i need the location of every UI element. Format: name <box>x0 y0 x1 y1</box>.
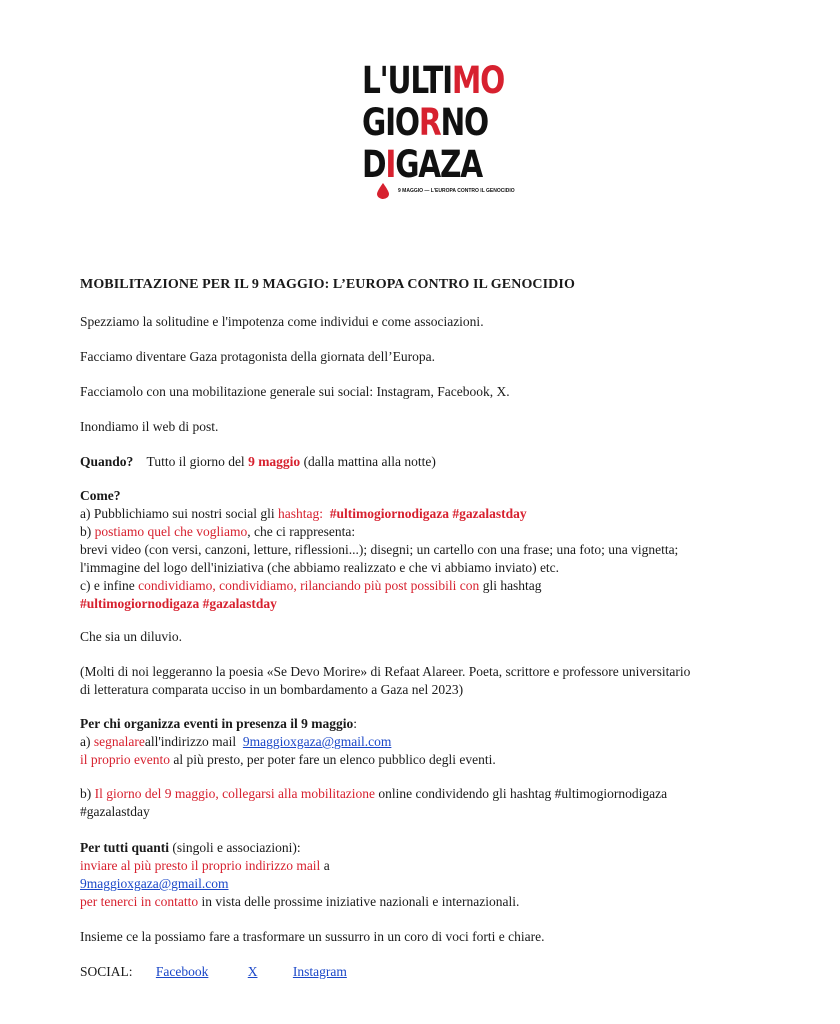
come-item-a: a) Pubblichiamo sui nostri social gli hashtag: #ultimogiornodigaza #gazalastday <box>80 506 527 521</box>
email-link-eventi[interactable]: 9maggioxgaza@gmail.com <box>242 734 392 749</box>
x-link[interactable]: X <box>247 964 258 979</box>
facebook-link[interactable]: Facebook <box>155 964 209 979</box>
paragraph-inondiamo: Inondiamo il web di post. <box>80 419 219 434</box>
come-item-c-hashtags: #ultimogiornodigaza #gazalastday <box>80 596 277 611</box>
paragraph-diluvio: Che sia un diluvio. <box>80 629 182 644</box>
logo-line-3: DIGAZA <box>362 143 482 186</box>
social-links: SOCIAL: Facebook X Instagram <box>80 964 347 979</box>
come-item-c: c) e infine condividiamo, condividiamo, rilanciando più post possibili con gli hashtag <box>80 578 542 593</box>
come-section: Come? a) Pubblichiamo sui nostri social gli hashtag: #ultimogiornodigaza #gazalastday b) postiamo quel che vogliamo, che ci rappresenta: brevi video (con versi, canzoni, letture, riflessioni...); disegni; un cartello con una frase; una foto; una vignetta; l'immagine del logo dell'iniziativa (che abbiamo realizzato e che vi abbiamo inviato) etc. c) e infine condividiamo, condividiamo, rilanciando più post possibili con gli hashtag #ultimogiornodigaza #gazalastday <box>80 487 770 613</box>
paragraph-insieme: Insieme ce la possiamo fare a trasformare un sussurro in un coro di voci forti e chiare. <box>80 929 545 944</box>
tutti-section: Per tutti quanti (singoli e associazioni): inviare al più presto il proprio indirizzo mail a 9maggioxgaza@gmail.com per tenerci in contatto in vista delle prossime iniziative nazionali e internazionali. <box>80 840 520 909</box>
paragraph-protagonista: Facciamo diventare Gaza protagonista della giornata dell’Europa. <box>80 349 435 364</box>
paragraph-solitudine: Spezziamo la solitudine e l'impotenza come individui e come associazioni. <box>80 314 484 329</box>
quando-line: Quando? Tutto il giorno del 9 maggio (dalla mattina alla notte) <box>80 454 436 469</box>
paragraph-social: Facciamolo con una mobilitazione generale sui social: Instagram, Facebook, X. <box>80 384 510 399</box>
come-item-b-line3: l'immagine del logo dell'iniziativa (che abbiamo realizzato e che vi abbiamo inviato) etc. <box>80 560 560 575</box>
logo-tagline: 9 MAGGIO — L'EUROPA CONTRO IL GENOCIDIO <box>398 188 515 194</box>
email-link-tutti[interactable]: 9maggioxgaza@gmail.com <box>80 876 229 891</box>
blood-drop-icon <box>377 183 389 199</box>
eventi-section: Per chi organizza eventi in presenza il 9 maggio: a) segnalareall'indirizzo mail 9maggioxgaza@gmail.com il proprio evento al più presto, per poter fare un elenco pubblico degli eventi. <box>80 715 770 769</box>
quando-date: 9 maggio <box>248 454 301 469</box>
logo-line-2: GIORNO <box>362 101 489 144</box>
eventi-item-a: a) segnalareall'indirizzo mail 9maggioxgaza@gmail.com <box>80 734 392 749</box>
ultimo-giorno-di-gaza-logo <box>362 59 515 210</box>
come-item-b-line2: brevi video (con versi, canzoni, letture, riflessioni...); disegni; un cartello con una frase; una foto; una vignetta; <box>80 542 679 557</box>
eventi-item-a-line2: il proprio evento al più presto, per poter fare un elenco pubblico degli eventi. <box>80 752 496 767</box>
logo-line-1: L'ULTIMO <box>362 59 505 102</box>
instagram-link[interactable]: Instagram <box>292 964 347 979</box>
come-item-b: b) postiamo quel che vogliamo, che ci rappresenta: <box>80 524 356 539</box>
document-title: MOBILITAZIONE PER IL 9 MAGGIO: L’EUROPA CONTRO IL GENOCIDIO <box>80 277 575 292</box>
eventi-item-b: b) Il giorno del 9 maggio, collegarsi alla mobilitazione online condividendo gli hashtag #ultimogiornodigaza #gazalastday <box>80 786 668 819</box>
paragraph-poesia: (Molti di noi leggeranno la poesia «Se Devo Morire» di Refaat Alareer. Poeta, scrittore e professore universitario di letteratura comparata ucciso in un bombardamento a Gaza nel 2023) <box>80 664 691 697</box>
